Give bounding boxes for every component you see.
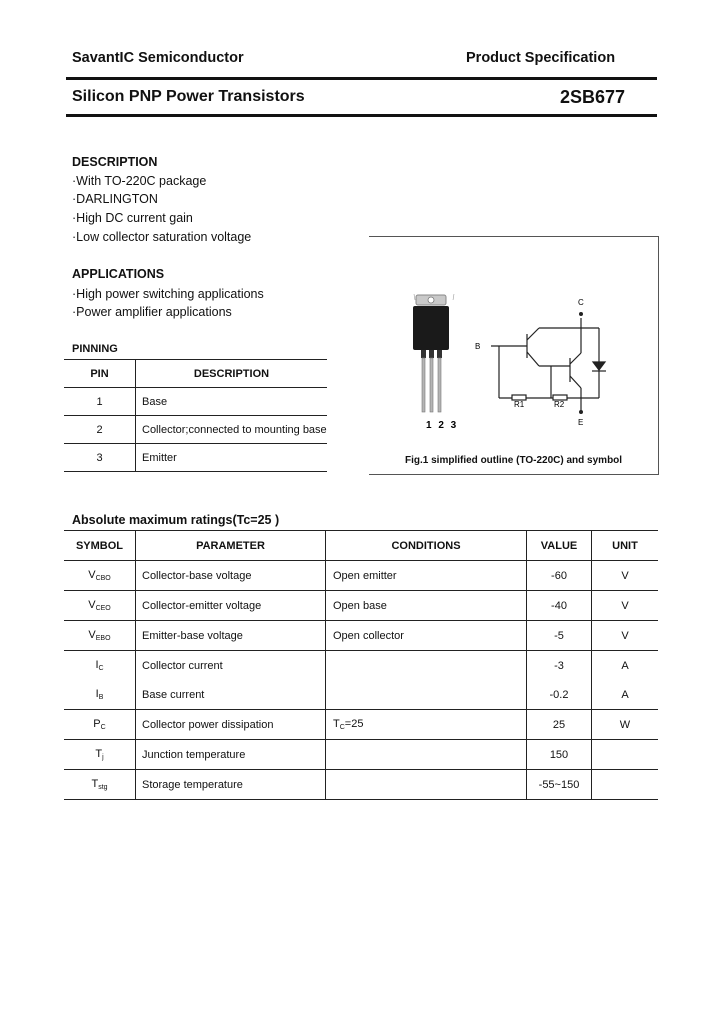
value-cell: -0.2: [527, 680, 592, 710]
unit-cell: A: [592, 651, 659, 681]
conditions-cell: Open collector: [326, 621, 527, 651]
darlington-symbol: [491, 318, 606, 411]
emitter-label: E: [578, 418, 584, 427]
conditions-cell: [326, 651, 527, 681]
document-type: Product Specification: [466, 50, 616, 66]
description-item: ·High DC current gain: [72, 211, 193, 225]
base-label: B: [475, 342, 481, 351]
table-row: [64, 740, 658, 770]
parameter-cell: Junction temperature: [136, 740, 326, 770]
table-row: [64, 416, 327, 444]
figure-drawing: [369, 236, 658, 473]
description-heading: DESCRIPTION: [72, 155, 158, 169]
table-row: [64, 651, 658, 681]
pin-number: 2: [64, 416, 136, 444]
product-line: Silicon PNP Power Transistors: [72, 88, 305, 105]
unit-cell: A: [592, 680, 659, 710]
unit-cell: V: [592, 591, 659, 621]
conditions-cell: [326, 770, 527, 800]
unit-cell: W: [592, 710, 659, 740]
symbol-subscript: CEO: [95, 605, 111, 612]
parameter-cell: Collector-emitter voltage: [136, 591, 326, 621]
unit-cell: [592, 740, 659, 770]
value-cell: 150: [527, 740, 592, 770]
package-outline-image: [413, 294, 454, 412]
symbol-main: I: [95, 688, 99, 700]
ratings-table: [64, 530, 658, 800]
symbol-cell: [64, 680, 136, 710]
symbol-cell: [64, 710, 136, 740]
symbol-subscript: stg: [98, 784, 108, 791]
symbol-cell: [64, 591, 136, 621]
parameter-cell: Storage temperature: [136, 770, 326, 800]
symbol-subscript: j: [102, 754, 104, 761]
symbol-subscript: C: [98, 665, 104, 672]
r1-label: R1: [514, 400, 525, 409]
symbol-cell: [64, 770, 136, 800]
column-header-value: VALUE: [527, 531, 592, 561]
symbol-cell: [64, 651, 136, 681]
header-rule-bottom: [66, 114, 657, 117]
table-row: [64, 388, 327, 416]
column-header-unit: UNIT: [592, 531, 659, 561]
table-row: [64, 444, 327, 472]
pin-number-labels: 1 2 3: [426, 420, 459, 431]
pin-number: 3: [64, 444, 136, 472]
emitter-terminal-dot: [579, 410, 583, 414]
value-cell: 25: [527, 710, 592, 740]
table-row: [64, 591, 658, 621]
figure-caption: Fig.1 simplified outline (TO-220C) and symbol: [405, 455, 623, 466]
table-header-row: [64, 360, 327, 388]
column-header-description: DESCRIPTION: [136, 360, 328, 388]
condition-subscript: C: [339, 724, 345, 731]
pinning-heading: PINNING: [72, 343, 118, 355]
column-header-pin: PIN: [64, 360, 136, 388]
applications-heading: APPLICATIONS: [72, 267, 165, 281]
part-number: 2SB677: [560, 87, 626, 107]
table-row: [64, 621, 658, 651]
symbol-subscript: C: [100, 724, 106, 731]
symbol-subscript: B: [98, 694, 104, 701]
symbol-cell: [64, 621, 136, 651]
column-header-conditions: CONDITIONS: [326, 531, 527, 561]
unit-cell: V: [592, 621, 659, 651]
pin-description: Emitter: [136, 444, 328, 472]
symbol-subscript: EBO: [95, 635, 111, 642]
condition-tail: =25: [344, 718, 364, 730]
symbol-main: P: [93, 718, 101, 730]
value-cell: -55~150: [527, 770, 592, 800]
pinning-table: [64, 359, 327, 472]
table-row: [64, 561, 658, 591]
conditions-cell: Open base: [326, 591, 527, 621]
symbol-cell: [64, 561, 136, 591]
ratings-heading: Absolute maximum ratings(Tc=25 ): [72, 513, 280, 527]
value-cell: -40: [527, 591, 592, 621]
parameter-cell: Collector current: [136, 651, 326, 681]
table-row: [64, 710, 658, 740]
description-item: ·With TO-220C package: [72, 174, 207, 188]
conditions-cell: Open emitter: [326, 561, 527, 591]
symbol-main: I: [95, 659, 99, 671]
column-header-parameter: PARAMETER: [136, 531, 326, 561]
table-row: [64, 770, 658, 800]
unit-cell: V: [592, 561, 659, 591]
symbol-main: V: [88, 569, 96, 581]
conditions-cell: [326, 710, 527, 740]
value-cell: -5: [527, 621, 592, 651]
condition-main: T: [333, 718, 340, 730]
parameter-cell: Emitter-base voltage: [136, 621, 326, 651]
description-item: ·DARLINGTON: [72, 192, 158, 206]
symbol-subscript: CBO: [95, 575, 111, 582]
unit-cell: [592, 770, 659, 800]
conditions-cell: [326, 740, 527, 770]
table-header-row: [64, 531, 658, 561]
symbol-main: V: [88, 599, 96, 611]
symbol-main: V: [88, 629, 96, 641]
parameter-cell: Base current: [136, 680, 326, 710]
symbol-main: T: [95, 748, 103, 760]
company-name: SavantIC Semiconductor: [72, 50, 244, 66]
table-row: [64, 680, 658, 710]
applications-item: ·Power amplifier applications: [72, 305, 232, 319]
r2-label: R2: [554, 400, 565, 409]
value-cell: -60: [527, 561, 592, 591]
column-header-symbol: SYMBOL: [64, 531, 136, 561]
applications-item: ·High power switching applications: [72, 287, 264, 301]
symbol-main: T: [91, 778, 99, 790]
value-cell: -3: [527, 651, 592, 681]
conditions-cell: [326, 680, 527, 710]
parameter-cell: Collector-base voltage: [136, 561, 326, 591]
pin-description: Base: [136, 388, 328, 416]
collector-label: C: [578, 298, 584, 307]
header-rule-top: [66, 77, 657, 80]
collector-terminal-dot: [579, 312, 583, 316]
parameter-cell: Collector power dissipation: [136, 710, 326, 740]
pin-number: 1: [64, 388, 136, 416]
symbol-cell: [64, 740, 136, 770]
pin-description: Collector;connected to mounting base: [136, 416, 328, 444]
description-item: ·Low collector saturation voltage: [72, 230, 252, 244]
